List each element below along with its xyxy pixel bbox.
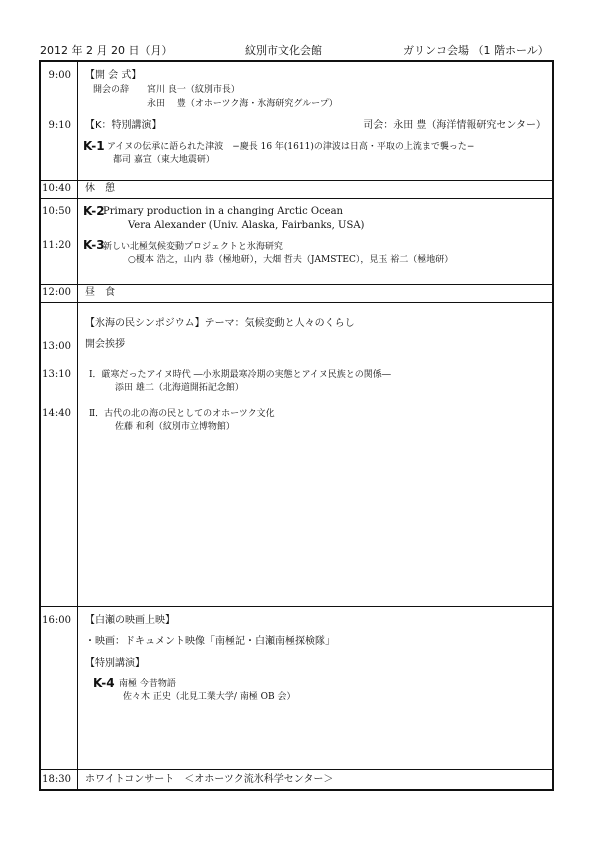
break-label: 休 憩	[85, 183, 115, 194]
time-label: 13:10	[42, 369, 71, 380]
time-label: 10:40	[42, 183, 71, 194]
concert-title: ホワイトコンサート ＜オホーツク流氷科学センター＞	[85, 774, 334, 785]
header-venue: 紋別市文化会館	[245, 44, 322, 57]
row-divider	[41, 284, 552, 285]
film-movie: ・映画：ドキュメント映像「南極記・白瀬南極探検隊」	[85, 636, 335, 647]
header-hall: ガリンコ会場 （1 階ホール）	[403, 44, 549, 57]
time-label: 16:00	[42, 615, 71, 626]
talk-title: Ⅱ．古代の北の海の民としてのオホーツク文化	[89, 409, 275, 419]
film-title: 【白瀬の映画上映】	[85, 615, 175, 626]
chair-label: 司会：永田 豊（海洋情報研究センター）	[363, 120, 546, 131]
opening-speaker: 永田 豊（オホーツク海・氷海研究グループ）	[147, 99, 338, 109]
talk-title: 南極 今昔物語	[119, 679, 176, 689]
time-column-divider	[77, 62, 78, 789]
row-divider	[41, 180, 552, 181]
time-label: 12:00	[42, 287, 71, 298]
symposium-title: 【氷海の民シンポジウム】テーマ：気候変動と人々のくらし	[85, 318, 355, 329]
special-lecture-title: 【K：特別講演】	[85, 120, 162, 131]
header-date: 2012 年 2 月 20 日（月）	[40, 44, 173, 57]
row-divider	[41, 769, 552, 770]
time-label: 18:30	[42, 774, 71, 785]
time-label: 9:10	[48, 120, 71, 131]
talk-code: K-1	[83, 139, 105, 153]
row-divider	[41, 302, 552, 303]
talk-code: K-2	[83, 204, 105, 218]
talk-title: Ⅰ．厳寒だったアイヌ時代 ―小氷期最寒冷期の実態とアイヌ民族との関係―	[89, 370, 391, 380]
talk-code: K-4	[93, 676, 115, 690]
talk-author: 添田 雄二（北海道開拓記念館）	[115, 383, 244, 393]
schedule-table	[39, 60, 554, 791]
lunch-label: 昼 食	[85, 287, 115, 298]
opening-speech-label: 開会の辞	[93, 85, 130, 95]
talk-title: 新しい北極気候変動プロジェクトと氷海研究	[103, 242, 283, 252]
talk-author: 佐々木 正史（北見工業大学/ 南極 OB 会）	[123, 692, 296, 702]
time-label: 13:00	[42, 341, 71, 352]
greeting-label: 開会挨拶	[85, 339, 125, 350]
time-label: 11:20	[42, 240, 71, 251]
time-label: 9:00	[48, 70, 71, 81]
time-label: 10:50	[42, 206, 71, 217]
opening-speaker: 宮川 良一（紋別市長）	[147, 85, 240, 95]
talk-title: アイヌの伝承に語られた津波 −慶長 16 年(1611)の津波は日高・平取の上流まで襲った−	[107, 142, 475, 152]
talk-title: Primary production in a changing Arctic Ocean	[103, 206, 343, 217]
row-divider	[41, 198, 552, 199]
talk-code: K-3	[83, 238, 105, 252]
row-divider	[41, 606, 552, 607]
film-special-lecture: 【特別講演】	[85, 658, 145, 669]
talk-author: Vera Alexander (Univ. Alaska, Fairbanks, USA)	[128, 220, 365, 231]
talk-author: 佐藤 和利（紋別市立博物館）	[115, 422, 235, 432]
talk-author: ○榎本 浩之，山内 恭（極地研），大畑 哲夫（JAMSTEC），見玉 裕二（極地研）	[128, 255, 454, 265]
opening-title: 【開 会 式】	[85, 70, 142, 81]
talk-author: 都司 嘉宣（東大地震研）	[113, 155, 215, 165]
time-label: 14:40	[42, 408, 71, 419]
